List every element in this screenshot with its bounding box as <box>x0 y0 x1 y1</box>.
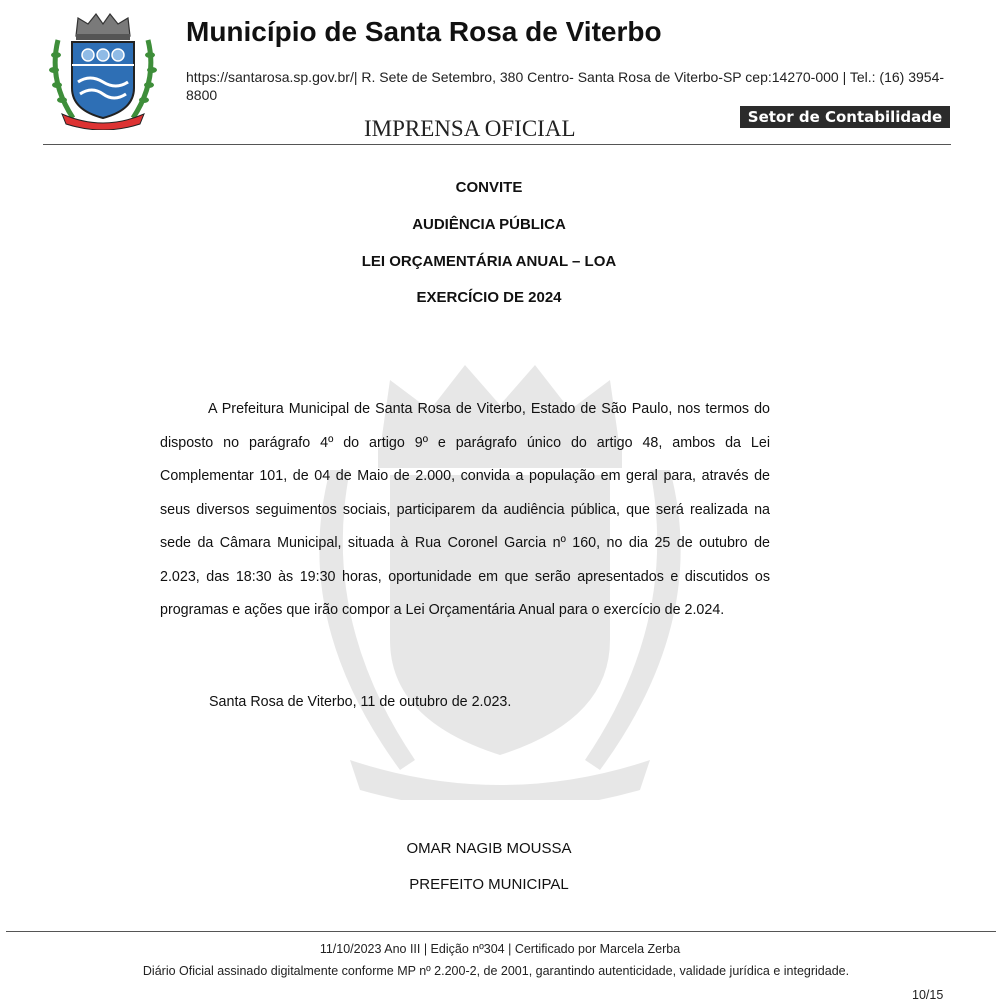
heading-loa: LEI ORÇAMENTÁRIA ANUAL – LOA <box>361 253 617 270</box>
coat-of-arms-icon <box>48 10 158 130</box>
municipality-address: https://santarosa.sp.gov.br/| R. Sete de Setembro, 380 Centro- Santa Rosa de Viterbo-SP cep:14270-000 | Tel.: (16) 3954-8800 <box>186 69 945 103</box>
page-number: 10/15 <box>912 988 944 1002</box>
municipality-title: Município de Santa Rosa de Viterbo <box>186 16 662 47</box>
sector-badge: Setor de Contabilidade <box>740 106 950 128</box>
footer-divider <box>6 931 996 932</box>
date-line: Santa Rosa de Viterbo, 11 de outubro de 2.023. <box>209 694 512 710</box>
header-divider <box>43 144 951 145</box>
heading-audiencia: AUDIÊNCIA PÚBLICA <box>412 216 566 233</box>
footer-certification-note: Diário Oficial assinado digitalmente conforme MP nº 2.200-2, de 2001, garantindo autenticidade, validade jurídica e integridade. <box>142 964 850 978</box>
publication-name: IMPRENSA OFICIAL <box>364 116 576 141</box>
body-paragraph: A Prefeitura Municipal de Santa Rosa de Viterbo, Estado de São Paulo, nos termos do disposto no parágrafo 4º do artigo 9º e parágrafo único do artigo 48, ambos da Lei Complementar 101, de 04 de Maio de 2.000, convida a população em geral para, através de seus diversos seguimentos sociais, participarem da audiência pública, que será realizada na sede da Câmara Municipal, situada à Rua Coronel Garcia nº 160, no dia 25 de outubro de 2.023, das 18:30 às 19:30 horas, oportunidade em que serão apresentados e discutidos os programas e ações que irão compor a Lei Orçamentária Anual para o exercício de 2.024. <box>160 401 770 618</box>
signatory-name: OMAR NAGIB MOUSSA <box>406 840 572 857</box>
footer-edition-info: 11/10/2023 Ano III | Edição nº304 | Certificado por Marcela Zerba <box>319 942 681 956</box>
heading-convite: CONVITE <box>455 179 523 196</box>
signatory-role: PREFEITO MUNICIPAL <box>409 876 569 893</box>
heading-exercicio: EXERCÍCIO DE 2024 <box>416 289 562 306</box>
